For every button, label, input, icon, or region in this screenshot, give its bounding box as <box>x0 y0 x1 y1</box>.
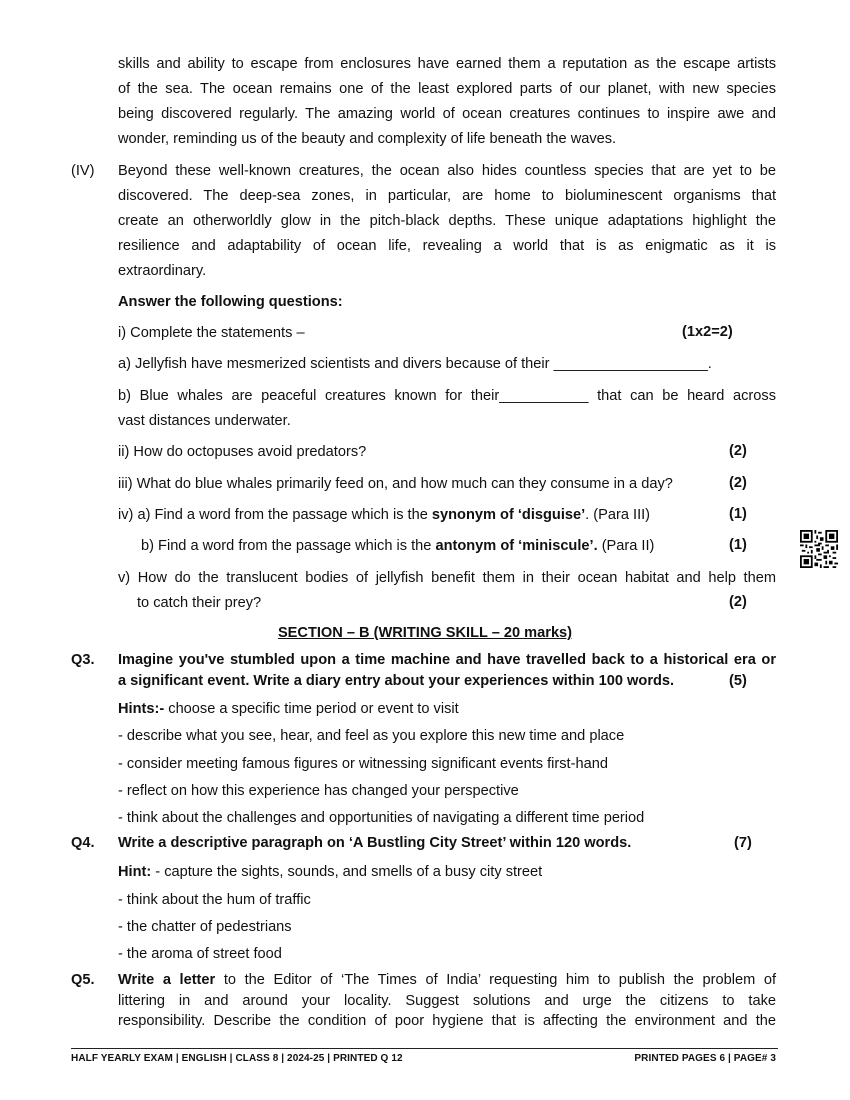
q5-prompt-line-3: responsibility. Describe the condition of poor hygiene that is affecting the environment and the <box>118 1013 776 1029</box>
para3-line-3: being discovered regularly. The amazing world of ocean creatures continues to inspire awe and <box>118 106 776 122</box>
q3-hint-2: - describe what you see, hear, and feel as you explore this new time and place <box>118 728 625 744</box>
q3-prompt-line-1: Imagine you've stumbled upon a time machine and have travelled back to a historical era or <box>118 652 776 668</box>
questions-heading: Answer the following questions: <box>118 294 343 310</box>
q4a-marks: (1) <box>729 506 747 522</box>
q4-hints-line-1: Hint: - capture the sights, sounds, and smells of a busy city street <box>118 864 543 880</box>
q3-text: iii) What do blue whales primarily feed on, and how much can they consume in a day? <box>118 476 673 492</box>
para3-line-1: skills and ability to escape from enclosures have earned them a reputation as the escape artists <box>118 56 776 72</box>
para3-line-4: wonder, reminding us of the beauty and complexity of life beneath the waves. <box>118 131 617 147</box>
q3-writing-marks: (5) <box>729 673 747 689</box>
q5-prompt-line-1: Write a letter to the Editor of ‘The Times of India’ requesting him to publish the problem of <box>118 972 776 988</box>
q4-prompt: Write a descriptive paragraph on ‘A Bustling City Street’ within 120 words. <box>118 835 632 851</box>
q3-hint-3: - consider meeting famous figures or witnessing significant events first-hand <box>118 756 608 772</box>
para4-line-1: Beyond these well-known creatures, the ocean also hides countless species that are yet to be <box>118 163 776 179</box>
q4-hint-2: - think about the hum of traffic <box>118 892 311 908</box>
q5-marks: (2) <box>729 594 747 610</box>
footer-rule <box>71 1048 778 1049</box>
footer-right: PRINTED PAGES 6 | PAGE# 3 <box>634 1053 776 1064</box>
q4b-text: b) Find a word from the passage which is the antonym of ‘miniscule’. (Para II) <box>141 538 655 554</box>
q5-line-1: v) How do the translucent bodies of jellyfish benefit them in their ocean habitat and help them <box>118 570 776 586</box>
q5-prompt-line-2: littering in and around your locality. Suggest solutions and urge the citizens to take <box>118 993 776 1009</box>
para4-line-5: extraordinary. <box>118 263 207 279</box>
para3-line-2: of the sea. The ocean remains one of the least explored parts of our planet, with new species <box>118 81 776 97</box>
para4-line-4: resilience and adaptability of ocean life, revealing a world that is as enigmatic as it is <box>118 238 776 254</box>
q3-number: Q3. <box>71 652 95 668</box>
q1b-line-1: b) Blue whales are peaceful creatures known for their___________ that can be heard across <box>118 388 776 404</box>
q5-line-2: to catch their prey? <box>137 595 262 611</box>
para4-line-2: discovered. The deep-sea zones, in particular, are home to bioluminescent organisms that <box>118 188 776 204</box>
section-b-heading: SECTION – B (WRITING SKILL – 20 marks) <box>277 625 573 641</box>
para4-line-3: create an otherworldly glow in the pitch-black depths. These unique adaptations highlight the <box>118 213 776 229</box>
q4-number: Q4. <box>71 835 95 851</box>
q3-hint-4: - reflect on how this experience has changed your perspective <box>118 783 519 799</box>
q1b-line-2: vast distances underwater. <box>118 413 291 429</box>
q1-text: i) Complete the statements – <box>118 325 305 341</box>
q4-writing-marks: (7) <box>734 835 752 851</box>
q1a-text: a) Jellyfish have mesmerized scientists and divers because of their ___________________. <box>118 356 712 372</box>
q4b-marks: (1) <box>729 537 747 553</box>
footer-left: HALF YEARLY EXAM | ENGLISH | CLASS 8 | 2024-25 | PRINTED Q 12 <box>71 1053 403 1064</box>
q2-text: ii) How do octopuses avoid predators? <box>118 444 367 460</box>
q3-hint-5: - think about the challenges and opportunities of navigating a different time period <box>118 810 645 826</box>
q4-hint-4: - the aroma of street food <box>118 946 282 962</box>
q2-marks: (2) <box>729 443 747 459</box>
q3-marks: (2) <box>729 475 747 491</box>
q4a-text: iv) a) Find a word from the passage which is the synonym of ‘disguise’. (Para III) <box>118 507 651 523</box>
q4-hint-3: - the chatter of pedestrians <box>118 919 292 935</box>
para4-label: (IV) <box>71 163 95 179</box>
qr-code-icon <box>800 530 838 568</box>
q5-number: Q5. <box>71 972 95 988</box>
q3-prompt-line-2: a significant event. Write a diary entry about your experiences within 100 words. <box>118 673 675 689</box>
q1-marks: (1x2=2) <box>682 324 733 340</box>
q3-hints-line-1: Hints:- choose a specific time period or event to visit <box>118 701 459 717</box>
